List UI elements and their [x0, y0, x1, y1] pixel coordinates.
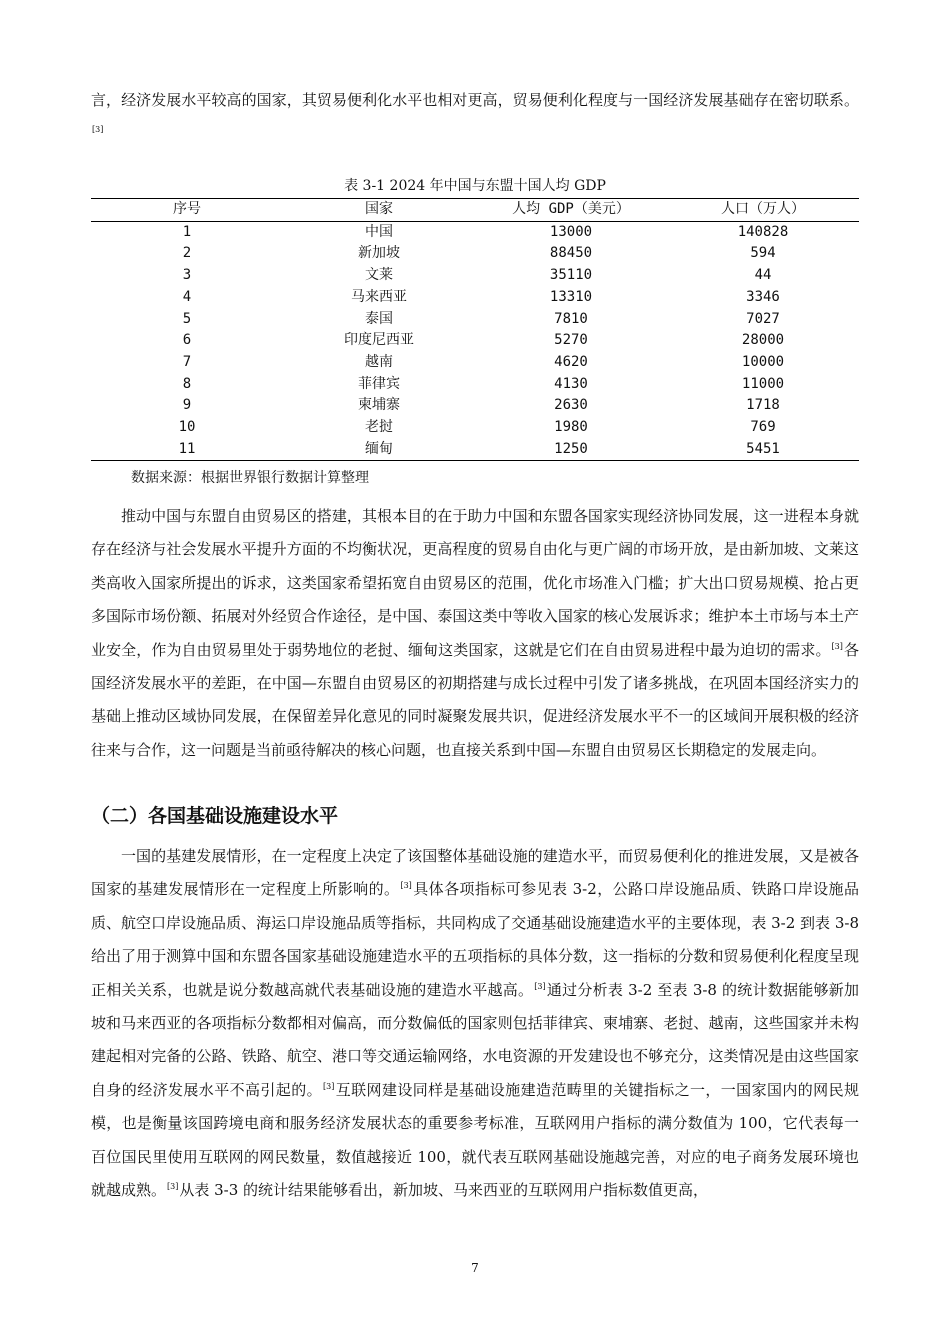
table-cell: 马来西亚 [351, 288, 407, 305]
table-cell: 印度尼西亚 [344, 332, 414, 349]
paragraph-text: 推动中国与东盟自由贸易区的搭建，其根本目的在于助力中国和东盟各国家实现经济协同发展，这一进程本身就存在经济与社会发展水平提升方面的不均衡状况，更高程度的贸易自由化与更广阔的市场开放，是由新加坡、文莱这类高收入国家所提出的诉求，这类国家希望拓宽自由贸易区的范围，优化市场准入门槛；扩大出口贸易规模、抢占更多国际市场份额、拓展对外经贸合作途径，是中国、泰国这类中等收入国家的核心发展诉求；维护本土市场与本土产业安全，作为自由贸易里处于弱势地位的老挝、缅甸这类国家，这就是它们在自由贸易进程中最为迫切的需求。 [91, 507, 859, 659]
table-cell: 5451 [667, 439, 859, 461]
table-cell: 9 [182, 397, 192, 414]
table-cell: 8 [182, 375, 192, 392]
table-row [91, 417, 859, 439]
table-cell: 缅甸 [283, 439, 475, 461]
intro-paragraph [91, 84, 859, 151]
column-header: 人均 GDP（美元） [475, 199, 667, 222]
table-cell: 柬埔寨 [358, 397, 400, 414]
table-cell: 28000 [741, 332, 785, 349]
table-row [91, 265, 859, 287]
section-heading: （二）各国基础设施建设水平 [91, 805, 339, 827]
table-cell: 4130 [554, 375, 588, 392]
table-cell: 老挝 [365, 419, 393, 436]
table-cell: 35110 [549, 267, 593, 284]
table-cell: 1718 [746, 397, 780, 414]
table-header-row [91, 199, 859, 222]
table-row [91, 221, 859, 243]
paragraph-text: 各国经济发展水平的差距，在中国—东盟自由贸易区的初期搭建与成长过程中引发了诸多挑战，在巩固本国经济实力的基础上推动区域协同发展，在保留差异化意见的同时凝聚发展共识，促进经济发展水平不一的区域间开展积极的经济往来与合作，这一问题是当前亟待解决的核心问题，也直接关系到中国—东盟自由贸易区长期稳定的发展走向。 [91, 640, 859, 759]
table-row [91, 243, 859, 265]
table-row [91, 439, 859, 461]
table-cell: 越南 [365, 353, 393, 370]
table-cell: 13310 [549, 288, 593, 305]
citation: [3] [534, 981, 546, 991]
table-cell: 7810 [554, 310, 588, 327]
table-cell: 7 [182, 353, 192, 370]
body-paragraph [91, 840, 859, 1207]
table-row [91, 287, 859, 309]
table-cell: 6 [182, 332, 192, 349]
table-row [91, 330, 859, 352]
table-cell: 7027 [746, 310, 780, 327]
table-cell: 泰国 [365, 310, 393, 327]
table-row [91, 395, 859, 417]
citation: [3] [92, 125, 104, 135]
citation: [3] [831, 641, 843, 651]
table-cell: 88450 [549, 245, 593, 262]
paragraph-text: 从表 3-3 的统计结果能够看出，新加坡、马来西亚的互联网用户指标数值更高， [179, 1181, 709, 1200]
table-cell: 2630 [554, 397, 588, 414]
table-source-note: 数据来源：根据世界银行数据计算整理 [131, 470, 369, 486]
column-header: 国家 [283, 199, 475, 222]
citation: [3] [323, 1081, 335, 1091]
body-paragraph [91, 500, 859, 767]
gdp-table [91, 198, 859, 461]
table-cell: 10 [178, 419, 196, 436]
table-cell: 1 [182, 223, 192, 240]
table-caption: 表 3-1 2024 年中国与东盟十国人均 GDP [344, 178, 606, 194]
page-number: 7 [471, 1261, 479, 1275]
table-cell: 10000 [741, 353, 785, 370]
citation: [3] [400, 881, 412, 891]
table-cell: 文莱 [365, 267, 393, 284]
table-row [91, 309, 859, 331]
table-cell: 5270 [554, 332, 588, 349]
table-cell: 44 [754, 267, 772, 284]
column-header: 人口（万人） [667, 199, 859, 222]
column-header: 序号 [91, 199, 283, 222]
table-cell: 769 [750, 419, 776, 436]
table-cell: 1250 [475, 439, 667, 461]
paragraph-text: 具体各项指标可参见表 3-2，公路口岸设施品质、铁路口岸设施品质、航空口岸设施品质、海运口岸设施品质等指标，共同构成了交通基础设施建造水平的主要体现，表 3-2 到表 3-8 给出了用于测算中国和东盟各国家基础设施建造水平的五项指标的具体分数，这一指标的分数和贸易便利化程度呈现正相关关系，也就是说分数越高就代表基础设施的建造水平越高。 [91, 880, 859, 999]
table-cell: 新加坡 [358, 245, 400, 262]
table-cell: 5 [182, 310, 192, 327]
paragraph-text: 互联网建设同样是基础设施建造范畴里的关键指标之一，一国家国内的网民规模，也是衡量该国跨境电商和服务经济发展状态的重要参考标准，互联网用户指标的满分数值为 100，它代表每一百位国民里使用互联网的网民数量，数值越接近 100，就代表互联网基础设施越完善，对应的电子商务发展环境也就越成熟。 [91, 1080, 859, 1200]
table-cell: 11 [91, 439, 283, 461]
citation: [3] [167, 1182, 179, 1192]
table-cell: 594 [750, 245, 776, 262]
table-cell: 菲律宾 [358, 375, 400, 392]
intro-text: 言，经济发展水平较高的国家，其贸易便利化水平也相对更高，贸易便利化程度与一国经济发展基础存在密切联系。 [91, 91, 859, 109]
table-cell: 3 [182, 267, 192, 284]
table-cell: 3346 [746, 288, 780, 305]
paragraph-text: 一国的基建发展情形，在一定程度上决定了该国整体基础设施的建造水平，而贸易便利化的推进发展，又是被各国家的基建发展情形在一定程度上所影响的。 [91, 847, 859, 899]
table-row [91, 352, 859, 374]
table-cell: 4 [182, 288, 192, 305]
table-cell: 2 [182, 245, 192, 262]
table-cell: 4620 [554, 353, 588, 370]
paragraph-text: 通过分析表 3-2 至表 3-8 的统计数据能够新加坡和马来西亚的各项指标分数都相对偏高，而分数偏低的国家则包括菲律宾、柬埔寨、老挝、越南，这些国家并未构建起相对完备的公路、铁路、航空、港口等交通运输网络，水电资源的开发建设也不够充分，这类情况是由这些国家自身的经济发展水平不高引起的。 [91, 980, 859, 1099]
table-cell: 中国 [365, 223, 393, 240]
table-cell: 11000 [741, 375, 785, 392]
table-cell: 1980 [554, 419, 588, 436]
table-cell: 140828 [737, 223, 789, 240]
table-cell: 13000 [549, 223, 593, 240]
table-row [91, 374, 859, 396]
